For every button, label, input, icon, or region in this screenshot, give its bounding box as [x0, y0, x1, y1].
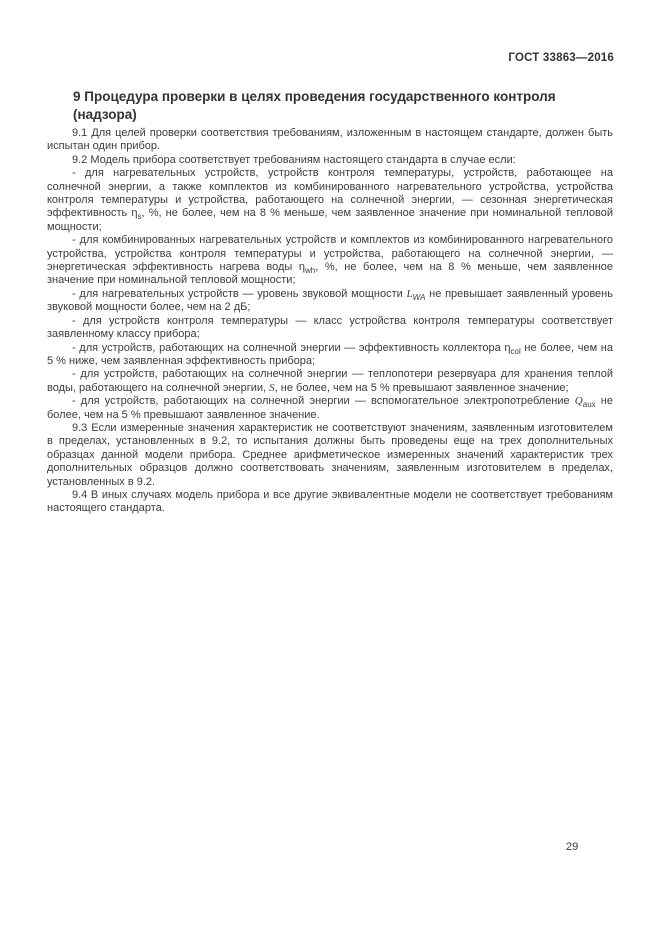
clause-9-1: 9.1 Для целей проверки соответствия требованиям, изложенным в настоящем стандарте, должен быть испытан один прибор.	[47, 127, 613, 153]
section-heading: 9 Процедура проверки в целях проведения государственного контроля (надзора)	[73, 89, 556, 122]
section-body	[47, 127, 613, 516]
clause-9-2-item-3: - для нагревательных устройств — уровень звуковой мощности $L_{WA}$ не превышает заявленный уровень звуковой мощности более, чем на 2 дБ;	[47, 287, 613, 314]
clause-9-3: 9.3 Если измеренные значения характеристик не соответствуют значениям, заявленным изготовителем в пределах, установленных в 9.2, то испытания должны быть проведены еще на трех дополнительных образцах данной модели прибора. Среднее арифметическое измеренных значений характеристик трех дополнительных образцов должно соответствовать значениям, заявленным изготовителем в пределах, установленных в 9.2.	[47, 421, 613, 488]
clause-9-4: 9.4 В иных случаях модель прибора и все другие эквивалентные модели не соответствует требованиям настоящего стандарта.	[47, 488, 613, 515]
clause-9-2-item-2: - для комбинированных нагревательных устройств и комплектов из комбинированного нагревательного устройства, устройства контроля температуры и устройства, работающего на солнечной энергии, — энергетическая эффективность нагрева воды $\eta_{wh}$, %, не более, чем на 8 % меньше, чем заявленное значение при номинальной тепловой мощности;	[47, 234, 614, 287]
standard-number: ГОСТ 33863—2016	[508, 52, 614, 64]
clause-9-2-item-5: - для устройств, работающих на солнечной энергии — эффективность коллектора $\eta_{col}$ не более, чем на 5 % ниже, чем заявленная эффективность прибора;	[47, 341, 613, 367]
running-header	[47, 52, 614, 64]
clause-9-2-intro: 9.2 Модель прибора соответствует требованиям настоящего стандарта в случае если:	[72, 153, 516, 166]
page-number: 29	[566, 841, 579, 853]
clause-9-2-item-6: - для устройств, работающих на солнечной энергии — теплопотери резервуара для хранения теплой воды, работающего на солнечной энергии, S, не более, чем на 5 % превышают заявленное значение;	[47, 368, 613, 394]
clause-9-2-item-4: - для устройств контроля температуры — класс устройства контроля температуры соответствует заявленному классу прибора;	[47, 314, 613, 341]
clause-9-2-item-7: - для устройств, работающих на солнечной энергии — вспомогательное электропотребление $Q_{aux}$ не более, чем на 5 % превышают заявленное значение.	[47, 395, 613, 421]
clause-9-2-item-1: - для нагревательных устройств, устройств контроля температуры, устройств, работающее на солнечной энергии, а также комплектов из комбинированного нагревательного устройства, устройства контроля температуры и устройства, работающего на солнечной энергии, — сезонная энергетическая эффективность $\eta_s$, %, не более, чем на 8 % меньше, чем заявленное значение при номинальной тепловой мощности;	[47, 167, 613, 233]
